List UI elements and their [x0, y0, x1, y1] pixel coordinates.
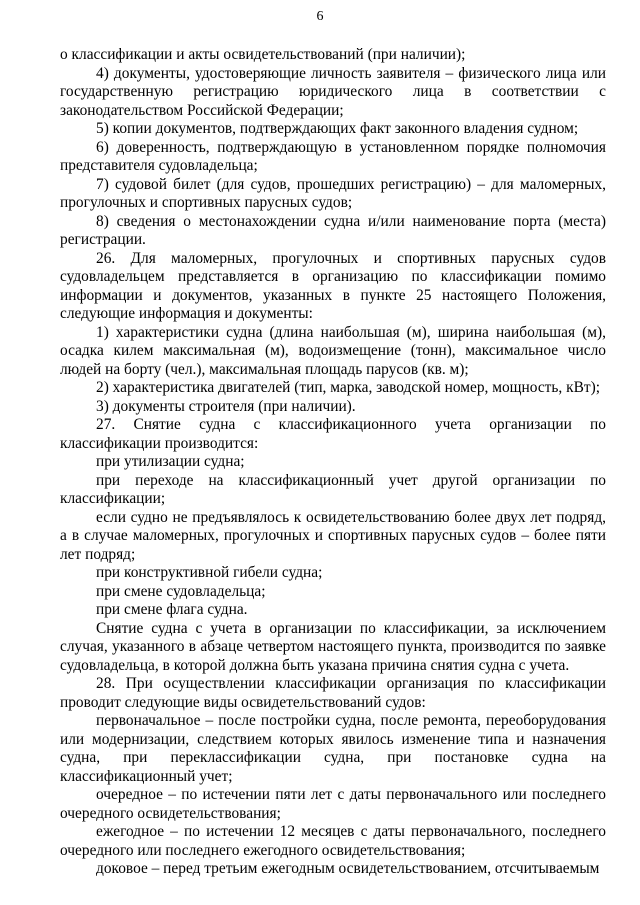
paragraph: очередное – по истечении пяти лет с даты первоначального или последнего очередного освидетельствования; [60, 786, 606, 822]
paragraph: Снятие судна с учета в организации по классификации, за исключением случая, указанного в абзаце четвертом настоящего пункта, производится по заявке судовладельца, в которой должна быть указана причина снятия судна с учета. [60, 619, 606, 674]
paragraph: 5) копии документов, подтверждающих факт законного владения судном; [96, 120, 579, 137]
paragraph: 7) судовой билет (для судов, прошедших регистрацию) – для маломерных, прогулочных и спортивных парусных судов; [60, 175, 606, 211]
page-number: 6 [316, 9, 324, 24]
paragraph: доковое – перед третьим ежегодным освидетельствованием, отсчитываемым [96, 860, 600, 877]
paragraph: 26. Для маломерных, прогулочных и спортивных парусных судов судовладельцем представляется в организацию по классификации помимо информации и документов, указанных в пункте 25 настоящего Положения, следующие информация и документы: [60, 249, 606, 322]
paragraph: 6) доверенность, подтверждающую в установленном порядке полномочия представителя судовладельца; [60, 138, 606, 174]
paragraph: при конструктивной гибели судна; [96, 564, 323, 581]
paragraph: при переходе на классификационный учет другой организации по классификации; [60, 471, 606, 507]
paragraph: первоначальное – после постройки судна, после ремонта, переоборудования или модернизации, следствием которых явилось изменение типа и назначения судна, при переклассификации судна, при постановке судна на классификационный учет; [60, 712, 606, 785]
paragraph: о классификации и акты освидетельствований (при наличии); [60, 46, 466, 63]
paragraph: если судно не предъявлялось к освидетельствованию более двух лет подряд, а в случае маломерных, прогулочных и спортивных парусных судов – более пяти лет подряд; [60, 508, 606, 563]
paragraph: ежегодное – по истечении 12 месяцев с даты первоначального, последнего очередного или последнего ежегодного освидетельствования; [60, 823, 606, 859]
paragraph: 3) документы строителя (при наличии). [96, 397, 356, 415]
paragraph: 28. При осуществлении классификации организация по классификации проводит следующие виды освидетельствований судов: [60, 675, 606, 711]
paragraph: 8) сведения о местонахождении судна и/или наименование порта (места) регистрации. [60, 212, 606, 248]
paragraph: 27. Снятие судна с классификационного учета организации по классификации производится: [60, 416, 606, 452]
paragraph: при смене флага судна. [96, 601, 248, 618]
paragraph: при смене судовладельца; [96, 582, 266, 600]
paragraph: 2) характеристика двигателей (тип, марка, заводской номер, мощность, кВт); [96, 379, 600, 396]
paragraph: 1) характеристики судна (длина наибольшая (м), ширина наибольшая (м), осадка килем максимальная (м), водоизмещение (тонн), максимальное число людей на борту (чел.), максимальная площадь парусов (кв. м); [60, 323, 606, 378]
document-body [60, 46, 606, 879]
paragraph: 4) документы, удостоверяющие личность заявителя – физического лица или государственную регистрацию юридического лица в соответствии с законодательством Российской Федерации; [60, 64, 606, 119]
paragraph: при утилизации судна; [96, 453, 245, 470]
